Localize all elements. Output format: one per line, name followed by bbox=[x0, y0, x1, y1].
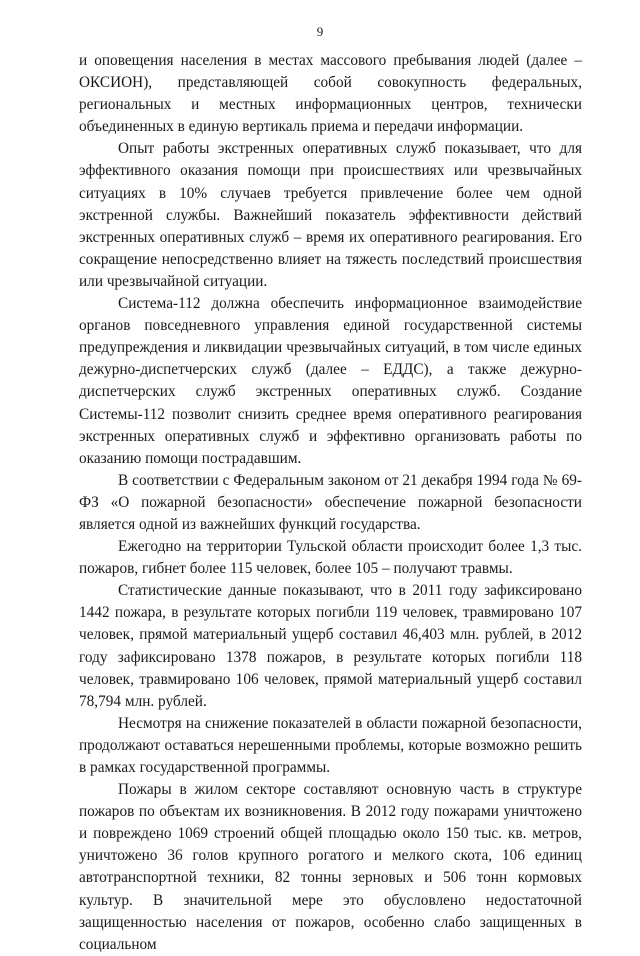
paragraph-8: Пожары в жилом секторе составляют основную часть в структуре пожаров по объектам их возникновения. В 2012 году пожарами уничтожено и повреждено 1069 строений общей площадью около 150 тыс. кв. метров, уничтожено 36 голов крупного рогатого и мелкого скота, 106 единиц автотранспортной техники, 82 тонны зерновых и 506 тонн кормовых культур. В значительной мере это обусловлено недостаточной защищенностью населения от пожаров, особенно слабо защищенных в социальном bbox=[79, 781, 582, 953]
paragraph-1: и оповещения населения в местах массового пребывания людей (далее – ОКСИОН), представляющей собой совокупность федеральных, региональных и местных информационных центров, технически объединенных в единую вертикаль приема и передачи информации. bbox=[79, 52, 582, 136]
document-body bbox=[79, 50, 582, 956]
paragraph-7: Несмотря на снижение показателей в области пожарной безопасности, продолжают оставаться нерешенными проблемы, которые возможно решить в рамках государственной программы. bbox=[79, 714, 582, 776]
paragraph-6: Статистические данные показывают, что в 2011 году зафиксировано 1442 пожара, в результате которых погибли 119 человек, травмировано 107 человек, прямой материальный ущерб составил 46,403 млн. рублей, в 2012 году зафиксировано 1378 пожаров, в результате которых погибли 118 человек, травмировано 106 человек, прямой материальный ущерб составил 78,794 млн. рублей. bbox=[79, 582, 582, 710]
page-number: 9 bbox=[316, 24, 324, 39]
paragraph-2: Опыт работы экстренных оперативных служб показывает, что для эффективного оказания помощи при происшествиях или чрезвычайных ситуациях в 10% случаев требуется привлечение более чем одной экстренной службы. Важнейший показатель эффективности действий экстренных оперативных служб – время их оперативного реагирования. Его сокращение непосредственно влияет на тяжесть последствий происшествия или чрезвычайной ситуации. bbox=[79, 140, 582, 290]
paragraph-3: Система-112 должна обеспечить информационное взаимодействие органов повседневного управления единой государственной системы предупреждения и ликвидации чрезвычайных ситуаций, в том числе единых дежурно-диспетчерских служб (далее – ЕДДС), а также дежурно-диспетчерских служб экстренных оперативных служб. Создание Системы-112 позволит снизить среднее время оперативного реагирования экстренных оперативных служб и эффективно организовать работы по оказанию помощи пострадавшим. bbox=[79, 295, 582, 467]
paragraph-4: В соответствии с Федеральным законом от 21 декабря 1994 года № 69-ФЗ «О пожарной безопасности» обеспечение пожарной безопасности является одной из важнейших функций государства. bbox=[79, 471, 582, 533]
paragraph-5: Ежегодно на территории Тульской области происходит более 1,3 тыс. пожаров, гибнет более 115 человек, более 105 – получают травмы. bbox=[79, 538, 582, 578]
